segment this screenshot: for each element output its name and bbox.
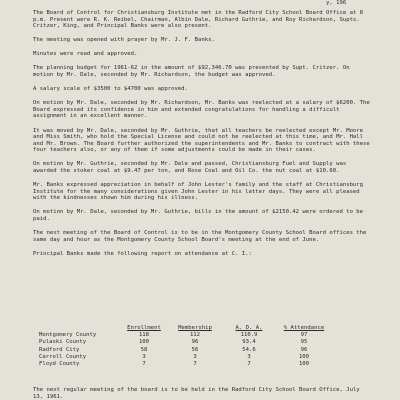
column-header-county — [39, 325, 121, 332]
table-cell: Carroll County — [39, 353, 87, 360]
column-header-percent-attendance: % Attendance — [283, 325, 325, 331]
paragraph-teachers-reelected: It was moved by Mr. Dale, seconded by Mr. Guthrie, that all teachers be reelected except Mr. Moore and Miss Smith, who hold the Special License and could not be reelected at this time, and Mr. Hall and Mr. Brown. The Board further authorized the superintendents and Mr. Banks to contract with these four teachers also, or any of them if some adjustments could be made in their cases. — [33, 127, 370, 154]
table-cell: 112 — [189, 332, 201, 339]
paragraph-principal-reelected: On motion by Mr. Dale, seconded by Mr. Richardson, Mr. Banks was reelected at a salary of $6200. The Board expressed its confidence in him and extended congratulations for handling a difficult assignment in an excellent manner. — [33, 100, 370, 120]
paragraph-bills: On motion by Mr. Dale, seconded by Mr. Guthrie, bills in the amount of $2150.42 were ordered to be paid. — [33, 209, 364, 222]
paragraph-salary-scale: A salary scale of $3500 to $4700 was approved. — [33, 86, 188, 93]
table-cell: 95 — [300, 339, 308, 346]
paragraph-minutes-approved: Minutes were read and approved. — [33, 51, 138, 58]
minutes-body — [33, 10, 371, 265]
table-cell: Radford City — [39, 346, 80, 353]
table-cell: 7 — [247, 361, 251, 368]
attendance-header-row — [39, 325, 333, 332]
paragraph-next-regular-meeting: The next regular meeting of the board is to be held in the Radford City School Board Office, July 13, 1961. — [33, 387, 360, 400]
table-cell: 100 — [298, 361, 310, 368]
attendance-table — [39, 325, 333, 368]
table-row — [39, 339, 333, 346]
table-cell: 3 — [142, 353, 146, 360]
table-cell: 96 — [300, 346, 308, 353]
paragraph-next-meeting: The next meeting of the Board of Control is to be in the Montgomery County School Board offices the same day and hour as the Montgomery County School Board's meeting at the end of June. — [33, 230, 367, 243]
table-row — [39, 332, 333, 339]
table-row — [39, 354, 333, 361]
table-cell: 56 — [191, 346, 199, 353]
table-cell: 7 — [193, 361, 197, 368]
column-header-ada: A. D. A. — [235, 325, 263, 331]
table-cell: 97 — [300, 332, 308, 339]
table-row — [39, 361, 333, 368]
table-cell: 58 — [140, 346, 148, 353]
table-row — [39, 347, 333, 354]
table-cell: 100 — [298, 353, 310, 360]
table-cell: 7 — [142, 361, 146, 368]
table-cell: 110.9 — [240, 332, 258, 339]
table-cell: Floyd County — [39, 361, 80, 368]
column-header-enrollment: Enrollment — [127, 325, 161, 331]
column-header-membership: Membership — [178, 325, 212, 331]
paragraph-budget: The planning budget for 1961-62 in the amount of $92,346.70 was presented by Supt. Critzer. On motion by Mr. Dale, seconded by Mr. Richardson, the budget was approved. — [33, 65, 350, 79]
paragraph-attendance-present: The Board of Control for Christiansburg Institute met in the Radford City School Board Office at 8 p.m. Present were R. K. Reibel, Chairman, Albin Dale, Richard Guthrie, and Roy Richardson, Supts. Critzer, King, and Principal Banks were also present. — [33, 10, 364, 30]
table-cell: 96 — [191, 339, 199, 346]
table-cell: 3 — [193, 353, 197, 360]
table-cell: Montgomery County — [39, 332, 97, 339]
paragraph-coal-contract: On motion by Mr. Guthrie, seconded by Mr. Dale and passed, Christiansburg Fuel and Supply was awarded the stoker coal at $9.47 per ton, and Rose Coal and Oil Co. the nut coal at $10.60. — [33, 161, 347, 174]
paragraph-appreciation: Mr. Banks expressed appreciation in behalf of John Lester's family and the staff at Christiansburg Institute for the many considerations given John Lester in his latter days. They were all pleased with the kindnesses shown him during his illness. — [33, 182, 364, 202]
table-cell: 100 — [138, 339, 150, 346]
paragraph-report-intro: Principal Banks made the following report on attendance at C. I.: — [33, 250, 252, 257]
table-cell: 118 — [138, 332, 150, 339]
table-cell: Pulaski County — [39, 339, 87, 346]
header-date-fragment: y, 196 — [326, 0, 347, 6]
table-cell: 3 — [247, 353, 251, 360]
table-cell: 54.6 — [242, 346, 256, 353]
paragraph-opening-prayer: The meeting was opened with prayer by Mr. J. F. Banks. — [33, 37, 215, 44]
table-cell: 93.4 — [242, 339, 256, 346]
